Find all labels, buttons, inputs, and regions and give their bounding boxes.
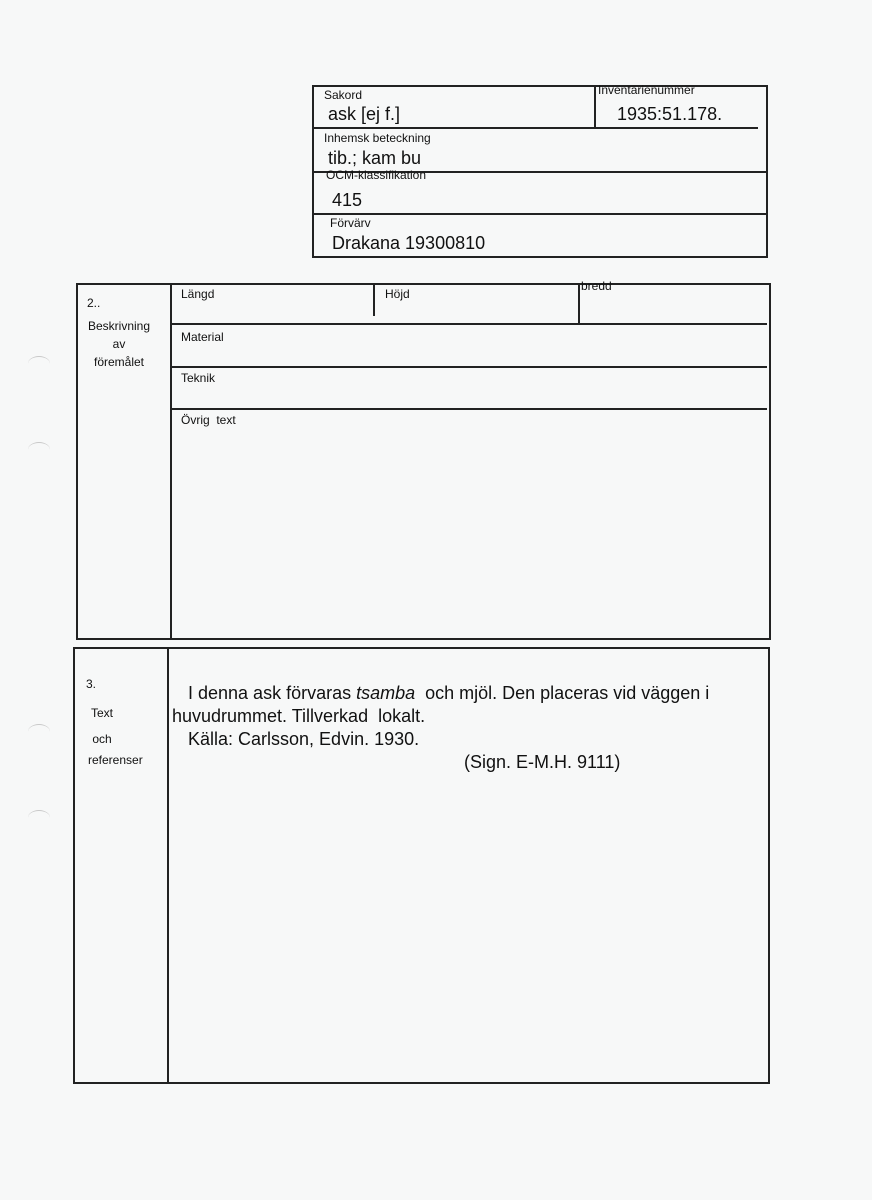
section2-row-divider — [170, 323, 767, 325]
reference-line-3: Källa: Carlsson, Edvin. 1930. — [188, 729, 420, 749]
langd-label: Längd — [181, 287, 215, 301]
section3-title-line3: referenser — [88, 753, 143, 767]
punch-hole-mark — [28, 724, 50, 739]
punch-hole-mark — [28, 810, 50, 825]
section2-title-line3: föremålet — [93, 355, 145, 369]
section3-title-line2: och — [92, 732, 112, 746]
section3-left-column-divider — [167, 647, 169, 1084]
section2-number: 2.. — [87, 296, 101, 310]
reference-line-2: huvudrummet. Tillverkad lokalt. — [172, 706, 426, 726]
inventarienummer-label: Inventarienummer — [598, 83, 695, 97]
header-row-divider — [312, 213, 768, 215]
section2-title-line2: av — [112, 337, 126, 351]
sakord-label: Sakord — [324, 88, 363, 102]
header-row-divider — [312, 127, 758, 129]
section2-row-divider — [170, 366, 767, 368]
inhemsk-beteckning-label: Inhemsk beteckning — [324, 131, 431, 145]
inventarienummer-value: 1935:51.178. — [617, 104, 723, 124]
ovrig-text-label: Övrig text — [181, 413, 236, 427]
section3-title — [76, 700, 128, 752]
section2-left-column-divider — [170, 283, 172, 640]
section2-row-divider — [170, 408, 767, 410]
reference-line-1 — [172, 682, 762, 705]
forvarv-label: Förvärv — [330, 216, 371, 230]
bredd-label: bredd — [581, 279, 612, 293]
section3-title-line1: Text — [90, 706, 113, 720]
section2-title — [80, 317, 158, 371]
hojd-label: Höjd — [385, 287, 410, 301]
section2-title-line1: Beskrivning — [87, 319, 151, 333]
langd-hojd-divider — [373, 285, 375, 316]
reference-italic-word: tsamba — [356, 683, 416, 703]
inhemsk-beteckning-value: tib.; kam bu — [328, 148, 422, 168]
reference-line-1-start: I denna ask förvaras — [188, 683, 357, 703]
hojd-bredd-divider — [578, 285, 580, 325]
forvarv-value: Drakana 19300810 — [332, 233, 486, 253]
section3-number: 3. — [86, 677, 97, 691]
sakord-value: ask [ej f.] — [328, 104, 401, 124]
punch-hole-mark — [28, 356, 50, 371]
material-label: Material — [181, 330, 224, 344]
reference-text-block — [172, 682, 762, 774]
ocm-klassifikation-label: OCM-klassifikation — [326, 168, 427, 182]
reference-line-1-end: och mjöl. Den placeras vid väggen i — [415, 683, 710, 703]
signature: (Sign. E-M.H. 9111) — [464, 752, 621, 772]
header-divider-vertical — [594, 85, 596, 128]
ocm-klassifikation-value: 415 — [332, 190, 363, 210]
punch-hole-mark — [28, 442, 50, 457]
teknik-label: Teknik — [181, 371, 216, 385]
